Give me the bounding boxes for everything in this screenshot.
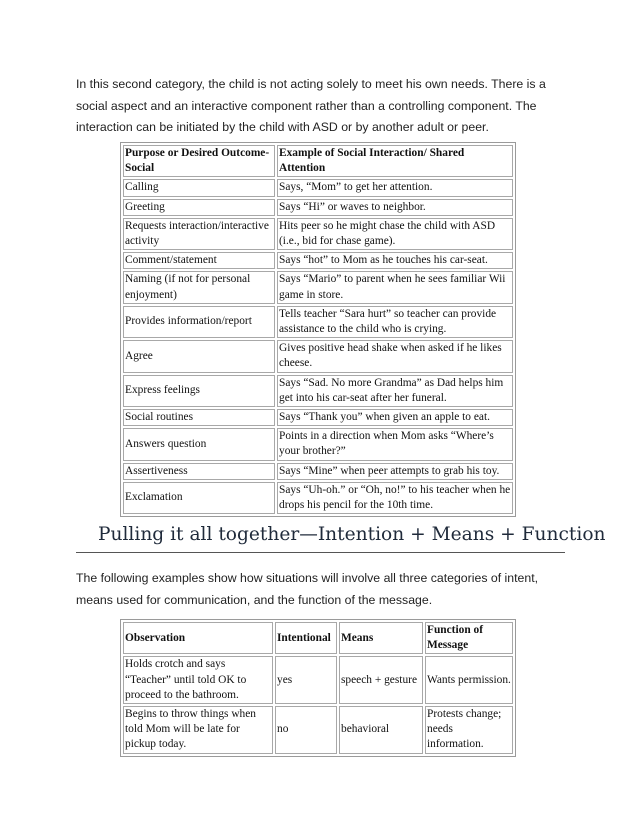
- column-header-intentional: Intentional: [275, 622, 337, 654]
- purpose-cell: Comment/statement: [123, 252, 275, 269]
- table-row: [123, 375, 513, 407]
- intro-paragraph: In this second category, the child is not acting solely to meet his own needs. There is a social aspect and an interactive component rather than a controlling component. The interaction can be initiated by the child with ASD or by another adult or peer.: [76, 77, 546, 134]
- example-cell: Says “Sad. No more Grandma” as Dad helps him get into his car-seat after her funeral.: [277, 375, 513, 407]
- column-header-function: Function of Message: [425, 622, 513, 654]
- purpose-cell: Calling: [123, 179, 275, 196]
- heading-divider: [76, 552, 565, 553]
- purpose-cell: Agree: [123, 340, 275, 372]
- table-row: [123, 409, 513, 426]
- section-heading: Pulling it all together—Intention + Means + Function: [98, 524, 606, 545]
- example-cell: Says “hot” to Mom as he touches his car-seat.: [277, 252, 513, 269]
- example-cell: Gives positive head shake when asked if he likes cheese.: [277, 340, 513, 372]
- example-cell: Says “Mine” when peer attempts to grab his toy.: [277, 463, 513, 480]
- table-row: [123, 428, 513, 460]
- column-header-purpose: Purpose or Desired Outcome-Social: [123, 145, 275, 177]
- purpose-cell: Greeting: [123, 199, 275, 216]
- intentional-cell: no: [275, 706, 337, 754]
- table-row: [123, 656, 513, 704]
- example-cell: Says, “Mom” to get her attention.: [277, 179, 513, 196]
- social-interaction-table: [120, 142, 516, 517]
- purpose-cell: Assertiveness: [123, 463, 275, 480]
- table-row: [123, 482, 513, 514]
- purpose-cell: Express feelings: [123, 375, 275, 407]
- table-header-row: [123, 622, 513, 654]
- table-row: [123, 706, 513, 754]
- purpose-cell: Social routines: [123, 409, 275, 426]
- purpose-cell: Exclamation: [123, 482, 275, 514]
- examples-paragraph: The following examples show how situations will involve all three categories of intent, means used for communication, and the function of the message.: [76, 571, 539, 607]
- table-row: [123, 218, 513, 250]
- example-cell: Points in a direction when Mom asks “Where’s your brother?”: [277, 428, 513, 460]
- column-header-example: Example of Social Interaction/ Shared Attention: [277, 145, 513, 177]
- purpose-cell: Provides information/report: [123, 306, 275, 338]
- observation-cell: Holds crotch and says “Teacher” until told OK to proceed to the bathroom.: [123, 656, 273, 704]
- function-cell: Wants permission.: [425, 656, 513, 704]
- table-row: [123, 252, 513, 269]
- purpose-cell: Requests interaction/interactive activity: [123, 218, 275, 250]
- example-cell: Tells teacher “Sara hurt” so teacher can provide assistance to the child who is crying.: [277, 306, 513, 338]
- example-cell: Says “Mario” to parent when he sees familiar Wii game in store.: [277, 271, 513, 303]
- intentional-cell: yes: [275, 656, 337, 704]
- table-row: [123, 271, 513, 303]
- means-cell: behavioral: [339, 706, 423, 754]
- table-row: [123, 340, 513, 372]
- function-cell: Protests change; needs information.: [425, 706, 513, 754]
- table-header-row: [123, 145, 513, 177]
- purpose-cell: Answers question: [123, 428, 275, 460]
- table-row: [123, 179, 513, 196]
- example-cell: Hits peer so he might chase the child with ASD (i.e., bid for chase game).: [277, 218, 513, 250]
- example-cell: Says “Uh-oh.” or “Oh, no!” to his teacher when he drops his pencil for the 10th time.: [277, 482, 513, 514]
- means-cell: speech + gesture: [339, 656, 423, 704]
- purpose-cell: Naming (if not for personal enjoyment): [123, 271, 275, 303]
- column-header-observation: Observation: [123, 622, 273, 654]
- table-row: [123, 306, 513, 338]
- example-cell: Says “Thank you” when given an apple to eat.: [277, 409, 513, 426]
- column-header-means: Means: [339, 622, 423, 654]
- examples-table: [120, 619, 516, 757]
- observation-cell: Begins to throw things when told Mom will be late for pickup today.: [123, 706, 273, 754]
- table-row: [123, 199, 513, 216]
- example-cell: Says “Hi” or waves to neighbor.: [277, 199, 513, 216]
- table-row: [123, 463, 513, 480]
